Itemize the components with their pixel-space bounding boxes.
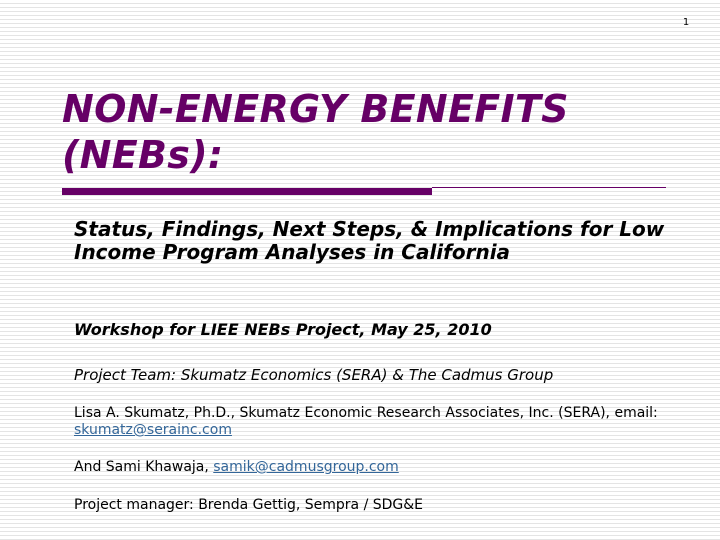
slide-title: NON-ENERGY BENEFITS (NEBs): <box>62 87 569 177</box>
workshop-line: Workshop for LIEE NEBs Project, May 25, 2010 <box>74 320 492 339</box>
title-underline-thick <box>62 188 432 195</box>
slide-subtitle: Status, Findings, Next Steps, & Implications for Low Income Program Analyses in California <box>74 217 665 264</box>
sami-contact <box>74 459 694 476</box>
project-manager-line: Project manager: Brenda Gettig, Sempra / SDG&E <box>74 497 424 513</box>
project-team-line: Project Team: Skumatz Economics (SERA) & The Cadmus Group <box>74 366 554 384</box>
sami-email-link[interactable]: samik@cadmusgroup.com <box>213 459 399 475</box>
lisa-contact <box>74 405 694 439</box>
slide-number: 1 <box>682 17 690 28</box>
title-underline-thin <box>432 187 666 188</box>
lisa-contact-text: Lisa A. Skumatz, Ph.D., Skumatz Economic Research Associates, Inc. (SERA), email: <box>74 405 658 421</box>
lisa-email-link[interactable]: skumatz@serainc.com <box>74 422 232 438</box>
sami-contact-text: And Sami Khawaja, <box>74 459 214 475</box>
